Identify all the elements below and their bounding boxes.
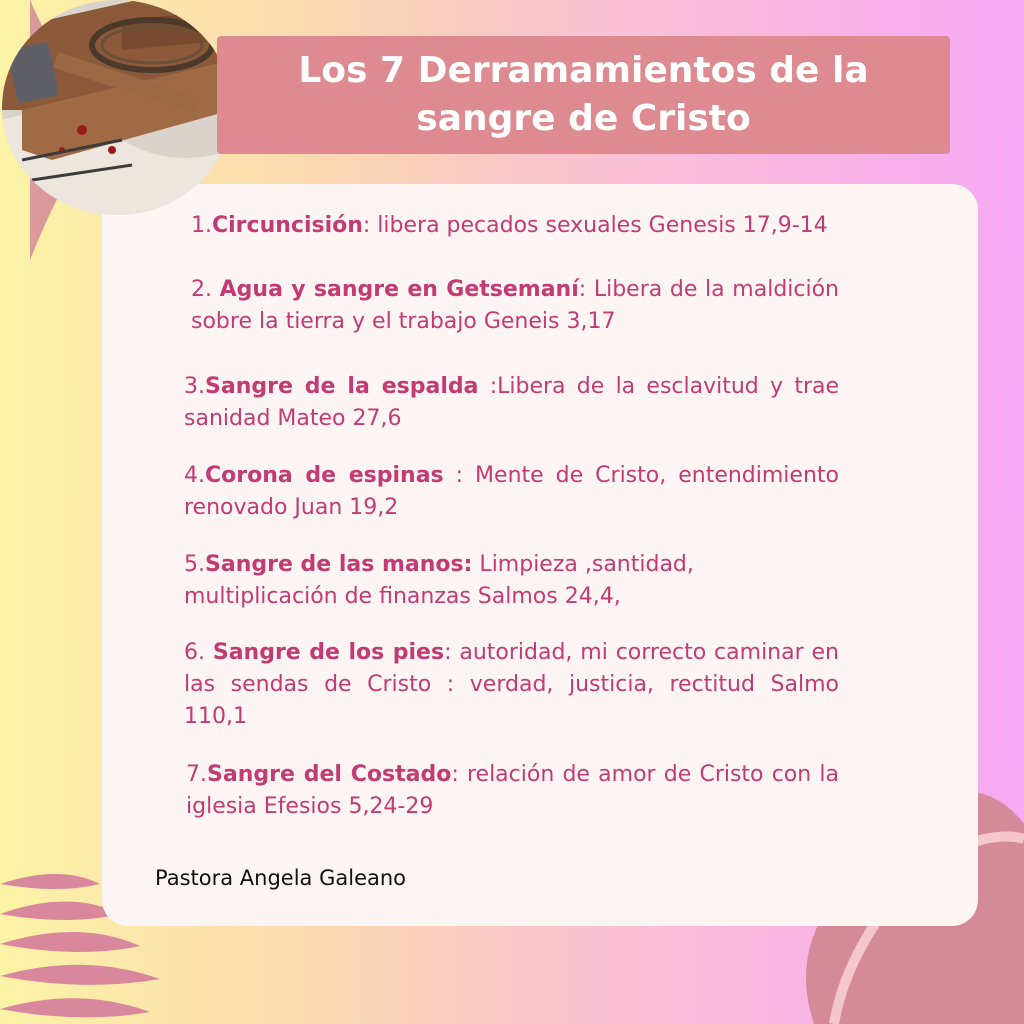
item-number: 1. (191, 213, 212, 238)
item-number: 4. (184, 463, 205, 488)
item-heading: Circuncisión (212, 213, 363, 238)
list-item (184, 549, 784, 613)
item-number: 3. (184, 374, 205, 399)
list-item (184, 460, 839, 524)
crown-of-thorns-photo (2, 0, 232, 215)
item-number: 7. (186, 762, 207, 787)
item-text: : Mente de Cristo, entendimiento renovado Juan 19,2 (184, 463, 839, 520)
item-heading: Agua y sangre en Getsemaní (219, 277, 579, 302)
item-heading: Sangre de la espalda (205, 374, 479, 399)
list-item (186, 759, 839, 823)
item-text: : relación de amor de Cristo con la iglesia Efesios 5,24-29 (186, 762, 839, 819)
item-heading: Corona de espinas (205, 463, 444, 488)
item-text: Limpieza ,santidad, multiplicación de finanzas Salmos 24,4, (184, 552, 694, 609)
item-text: : libera pecados sexuales Genesis 17,9-14 (362, 213, 828, 238)
list-item (184, 371, 839, 435)
item-heading: Sangre de las manos: (205, 552, 473, 577)
item-text: : autoridad, mi correcto caminar en las sendas de Cristo : verdad, justicia, rectitud Salmo 110,1 (184, 640, 839, 729)
item-number: 6. (184, 640, 213, 665)
title-banner (217, 36, 950, 154)
list-item (191, 274, 839, 338)
item-number: 5. (184, 552, 205, 577)
page-title: Los 7 Derramamientos de la sangre de Cristo (298, 50, 869, 139)
list-item (184, 637, 839, 733)
item-text: : Libera de la maldición sobre la tierra y el trabajo Geneis 3,17 (191, 277, 840, 334)
item-number: 2. (191, 277, 220, 302)
item-text: :Libera de la esclavitud y trae sanidad Mateo 27,6 (184, 374, 840, 431)
author-signature: Pastora Angela Galeano (155, 866, 407, 890)
list-item (191, 210, 911, 242)
item-heading: Sangre del Costado (207, 762, 452, 787)
item-heading: Sangre de los pies (212, 640, 445, 665)
